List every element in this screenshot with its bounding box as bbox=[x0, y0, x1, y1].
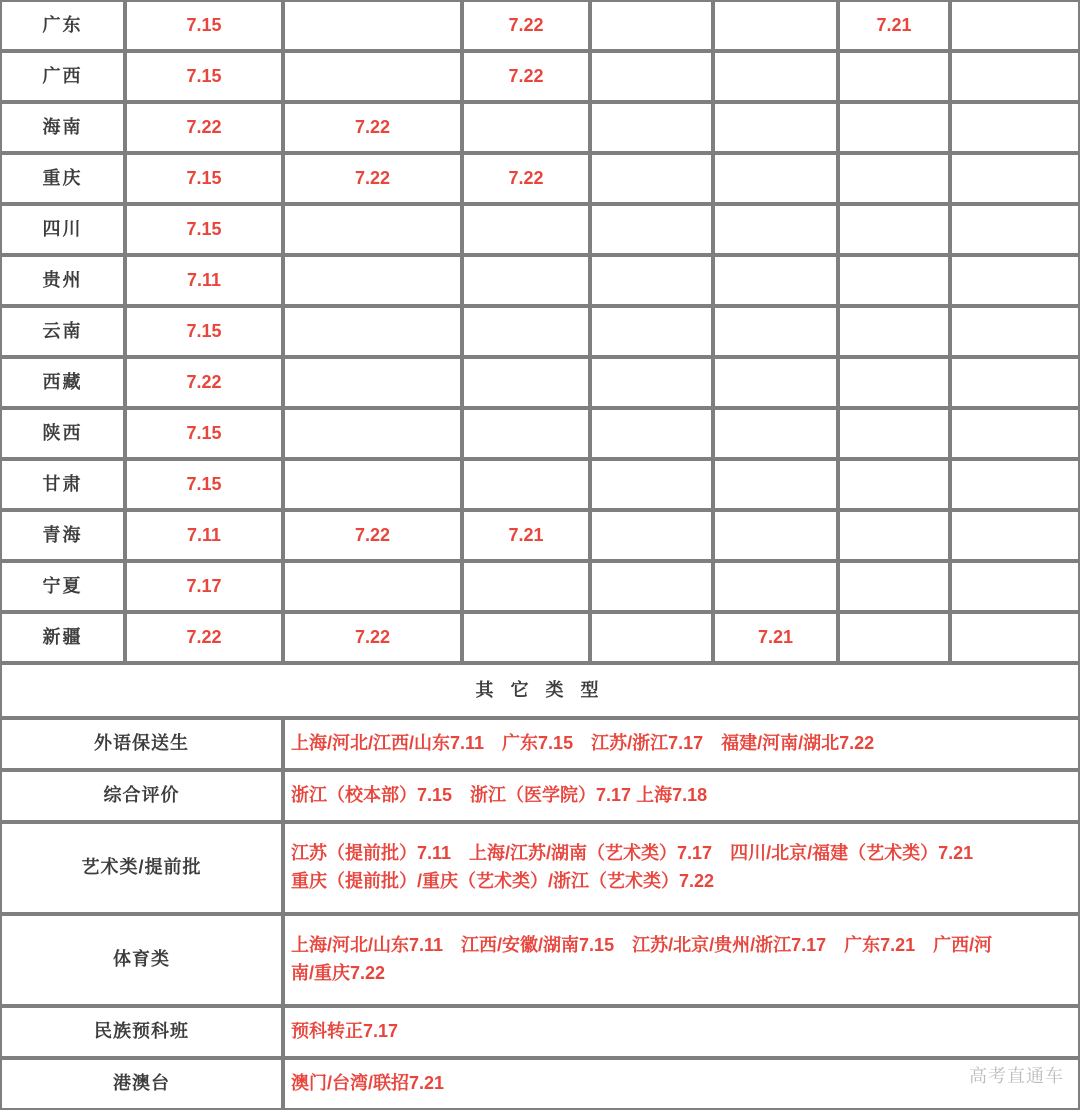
date-cell: 7.15 bbox=[125, 408, 283, 459]
category-label-cell: 体育类 bbox=[0, 914, 283, 1006]
empty-cell bbox=[950, 306, 1080, 357]
province-name-cell: 青海 bbox=[0, 510, 125, 561]
category-value-line: 江苏（提前批）7.11 上海/江苏/湖南（艺术类）7.17 四川/北京/福建（艺术类）7.21 bbox=[291, 843, 974, 864]
province-name-cell: 西藏 bbox=[0, 357, 125, 408]
other-types-body bbox=[0, 663, 1080, 1110]
empty-cell bbox=[462, 306, 590, 357]
category-label-cell: 港澳台 bbox=[0, 1058, 283, 1110]
date-cell: 7.22 bbox=[283, 153, 462, 204]
category-label-cell: 外语保送生 bbox=[0, 718, 283, 770]
date-cell: 7.15 bbox=[125, 153, 283, 204]
empty-cell bbox=[590, 51, 713, 102]
empty-cell bbox=[590, 612, 713, 663]
empty-cell bbox=[838, 255, 950, 306]
watermark-label: 高考直通车 bbox=[969, 1066, 1064, 1086]
empty-cell bbox=[950, 459, 1080, 510]
date-cell: 7.21 bbox=[713, 612, 838, 663]
table-row bbox=[0, 510, 1080, 561]
province-name-cell: 广东 bbox=[0, 0, 125, 51]
province-name-cell: 甘肃 bbox=[0, 459, 125, 510]
date-cell: 7.22 bbox=[283, 612, 462, 663]
empty-cell bbox=[838, 153, 950, 204]
empty-cell bbox=[462, 612, 590, 663]
date-cell: 7.21 bbox=[462, 510, 590, 561]
category-value-cell bbox=[283, 914, 1080, 1006]
empty-cell bbox=[950, 612, 1080, 663]
date-cell: 7.15 bbox=[125, 51, 283, 102]
date-cell: 7.15 bbox=[125, 306, 283, 357]
date-cell: 7.22 bbox=[462, 51, 590, 102]
category-value-line: 上海/河北/江西/山东7.11 广东7.15 江苏/浙江7.17 福建/河南/湖北7.22 bbox=[291, 733, 875, 754]
empty-cell bbox=[950, 561, 1080, 612]
empty-cell bbox=[713, 459, 838, 510]
category-value-cell bbox=[283, 1058, 1080, 1110]
empty-cell bbox=[950, 153, 1080, 204]
empty-cell bbox=[462, 102, 590, 153]
empty-cell bbox=[283, 306, 462, 357]
province-name-cell: 贵州 bbox=[0, 255, 125, 306]
empty-cell bbox=[283, 408, 462, 459]
category-value-line: 浙江（校本部）7.15 浙江（医学院）7.17 上海7.18 bbox=[291, 785, 708, 806]
empty-cell bbox=[838, 306, 950, 357]
province-name-cell: 宁夏 bbox=[0, 561, 125, 612]
province-name-cell: 广西 bbox=[0, 51, 125, 102]
section-banner-row bbox=[0, 663, 1080, 718]
empty-cell bbox=[838, 408, 950, 459]
table-row bbox=[0, 0, 1080, 51]
date-cell: 7.22 bbox=[462, 153, 590, 204]
date-cell: 7.17 bbox=[125, 561, 283, 612]
empty-cell bbox=[713, 204, 838, 255]
empty-cell bbox=[838, 510, 950, 561]
empty-cell bbox=[950, 357, 1080, 408]
date-cell: 7.11 bbox=[125, 255, 283, 306]
category-value-line: 上海/河北/山东7.11 江西/安徽/湖南7.15 江苏/北京/贵州/浙江7.17 广东7.21 广西/河 bbox=[291, 935, 993, 956]
date-cell: 7.21 bbox=[838, 0, 950, 51]
province-name-cell: 重庆 bbox=[0, 153, 125, 204]
category-label-cell: 民族预科班 bbox=[0, 1006, 283, 1058]
table-row bbox=[0, 204, 1080, 255]
empty-cell bbox=[590, 408, 713, 459]
category-row bbox=[0, 718, 1080, 770]
empty-cell bbox=[590, 306, 713, 357]
empty-cell bbox=[950, 102, 1080, 153]
empty-cell bbox=[283, 459, 462, 510]
empty-cell bbox=[838, 204, 950, 255]
empty-cell bbox=[283, 204, 462, 255]
empty-cell bbox=[590, 459, 713, 510]
table-row bbox=[0, 561, 1080, 612]
empty-cell bbox=[590, 0, 713, 51]
empty-cell bbox=[283, 561, 462, 612]
empty-cell bbox=[590, 204, 713, 255]
empty-cell bbox=[713, 510, 838, 561]
category-label-cell: 艺术类/提前批 bbox=[0, 822, 283, 914]
empty-cell bbox=[283, 255, 462, 306]
empty-cell bbox=[713, 561, 838, 612]
table-row bbox=[0, 153, 1080, 204]
empty-cell bbox=[713, 153, 838, 204]
province-name-cell: 新疆 bbox=[0, 612, 125, 663]
category-value-cell bbox=[283, 718, 1080, 770]
empty-cell bbox=[713, 408, 838, 459]
date-cell: 7.22 bbox=[283, 102, 462, 153]
empty-cell bbox=[713, 255, 838, 306]
category-row bbox=[0, 770, 1080, 822]
other-types-banner: 其 它 类 型 bbox=[0, 663, 1080, 718]
province-name-cell: 四川 bbox=[0, 204, 125, 255]
empty-cell bbox=[713, 51, 838, 102]
empty-cell bbox=[462, 255, 590, 306]
empty-cell bbox=[590, 255, 713, 306]
empty-cell bbox=[590, 153, 713, 204]
table-row bbox=[0, 612, 1080, 663]
date-cell: 7.22 bbox=[462, 0, 590, 51]
empty-cell bbox=[950, 204, 1080, 255]
table-row bbox=[0, 459, 1080, 510]
date-cell: 7.15 bbox=[125, 0, 283, 51]
date-cell: 7.11 bbox=[125, 510, 283, 561]
empty-cell bbox=[838, 51, 950, 102]
empty-cell bbox=[950, 510, 1080, 561]
category-value-line: 南/重庆7.22 bbox=[291, 963, 386, 983]
empty-cell bbox=[713, 0, 838, 51]
empty-cell bbox=[590, 561, 713, 612]
table-row bbox=[0, 357, 1080, 408]
category-row bbox=[0, 914, 1080, 1006]
province-name-cell: 云南 bbox=[0, 306, 125, 357]
empty-cell bbox=[713, 102, 838, 153]
table-row bbox=[0, 408, 1080, 459]
empty-cell bbox=[283, 51, 462, 102]
category-row bbox=[0, 1006, 1080, 1058]
empty-cell bbox=[838, 357, 950, 408]
empty-cell bbox=[590, 357, 713, 408]
empty-cell bbox=[462, 204, 590, 255]
category-row bbox=[0, 822, 1080, 914]
table-row bbox=[0, 255, 1080, 306]
date-cell: 7.22 bbox=[125, 612, 283, 663]
category-row bbox=[0, 1058, 1080, 1110]
empty-cell bbox=[462, 408, 590, 459]
category-value-line: 重庆（提前批）/重庆（艺术类）/浙江（艺术类）7.22 bbox=[291, 871, 715, 891]
table-row bbox=[0, 51, 1080, 102]
empty-cell bbox=[838, 612, 950, 663]
date-cell: 7.22 bbox=[125, 357, 283, 408]
category-value-cell bbox=[283, 1006, 1080, 1058]
date-cell: 7.22 bbox=[283, 510, 462, 561]
empty-cell bbox=[950, 0, 1080, 51]
province-name-cell: 陕西 bbox=[0, 408, 125, 459]
category-value-line: 预科转正7.17 bbox=[291, 1021, 399, 1042]
empty-cell bbox=[462, 357, 590, 408]
category-value-line: 澳门/台湾/联招7.21 bbox=[291, 1073, 445, 1094]
empty-cell bbox=[950, 255, 1080, 306]
province-name-cell: 海南 bbox=[0, 102, 125, 153]
table-row bbox=[0, 306, 1080, 357]
category-value-cell bbox=[283, 770, 1080, 822]
empty-cell bbox=[462, 459, 590, 510]
empty-cell bbox=[838, 102, 950, 153]
empty-cell bbox=[462, 561, 590, 612]
empty-cell bbox=[283, 357, 462, 408]
empty-cell bbox=[590, 102, 713, 153]
date-cell: 7.15 bbox=[125, 204, 283, 255]
table-row bbox=[0, 102, 1080, 153]
empty-cell bbox=[283, 0, 462, 51]
category-label-cell: 综合评价 bbox=[0, 770, 283, 822]
date-cell: 7.22 bbox=[125, 102, 283, 153]
empty-cell bbox=[838, 561, 950, 612]
empty-cell bbox=[713, 357, 838, 408]
empty-cell bbox=[713, 306, 838, 357]
date-cell: 7.15 bbox=[125, 459, 283, 510]
empty-cell bbox=[590, 510, 713, 561]
empty-cell bbox=[950, 408, 1080, 459]
empty-cell bbox=[950, 51, 1080, 102]
category-value-cell bbox=[283, 822, 1080, 914]
empty-cell bbox=[838, 459, 950, 510]
